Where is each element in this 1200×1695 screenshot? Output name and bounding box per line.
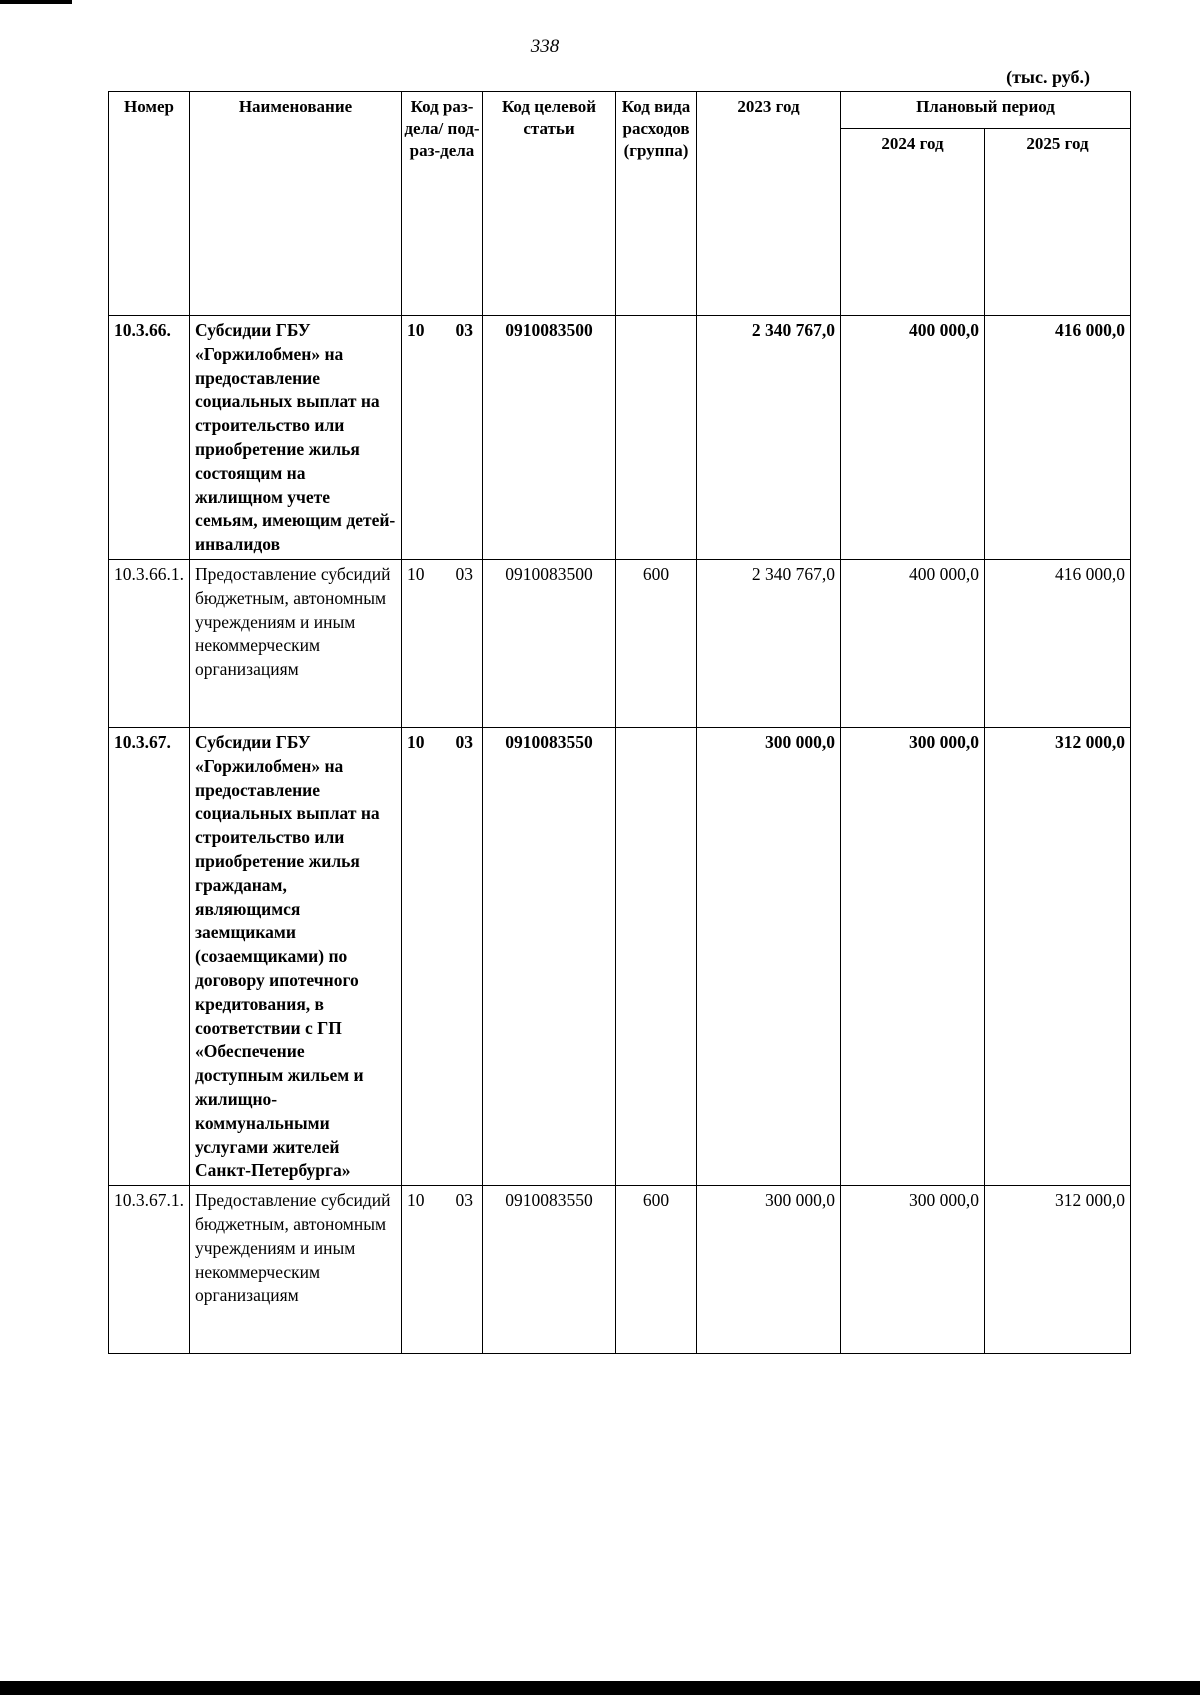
row-2023: 2 340 767,0 <box>697 559 841 727</box>
header-2023: 2023 год <box>697 92 841 316</box>
podrazdel-code: 03 <box>455 731 473 752</box>
row-2025: 416 000,0 <box>985 559 1131 727</box>
razdel-code: 10 <box>407 731 425 752</box>
units-label: (тыс. руб.) <box>1006 67 1090 87</box>
row-name: Предоставление субсидий бюджетным, автономным учреждениям и иным некоммерческим организациям <box>190 559 402 727</box>
row-2023: 300 000,0 <box>697 727 841 1185</box>
budget-table <box>108 91 1131 1354</box>
razdel-code: 10 <box>407 320 425 340</box>
row-target-code: 0910083550 <box>483 727 616 1185</box>
table-header-row <box>109 92 1131 129</box>
row-expense-type <box>616 316 697 560</box>
row-name: Субсидии ГБУ «Горжилобмен» на предоставление социальных выплат на строительство или приобретение жилья гражданам, являющимся заемщиками (созаемщиками) по договору ипотечного кредитования, в соответствии с ГП «Обеспечение доступным жильем и жилищно-коммунальными услугами жителей Санкт-Петербурга» <box>190 727 402 1185</box>
row-name: Предоставление субсидий бюджетным, автономным учреждениям и иным некоммерческим организациям <box>190 1186 402 1354</box>
row-number: 10.3.67.1. <box>109 1186 190 1354</box>
razdel-code: 10 <box>407 1190 425 1211</box>
row-2023: 2 340 767,0 <box>697 316 841 560</box>
header-number: Номер <box>109 92 190 316</box>
row-target-code: 0910083500 <box>483 316 616 560</box>
row-2025: 416 000,0 <box>985 316 1131 560</box>
header-razdel: Код раз-дела/ под-раз-дела <box>402 92 483 316</box>
scan-bottom-edge <box>0 1681 1200 1695</box>
header-2024: 2024 год <box>841 129 985 316</box>
podrazdel-code: 03 <box>455 1190 473 1211</box>
row-target-code: 0910083500 <box>483 559 616 727</box>
podrazdel-code: 03 <box>455 563 473 584</box>
row-2024: 300 000,0 <box>841 727 985 1185</box>
row-name: Субсидии ГБУ «Горжилобмен» на предоставление социальных выплат на строительство или приобретение жилья состоящим на жилищном учете семьям, имеющим детей-инвалидов <box>190 316 402 560</box>
podrazdel-code: 03 <box>455 320 473 340</box>
row-razdel <box>402 727 483 1185</box>
table-row <box>109 1186 1131 1354</box>
header-target-code: Код целевой статьи <box>483 92 616 316</box>
header-name: Наименование <box>190 92 402 316</box>
row-2025: 312 000,0 <box>985 727 1131 1185</box>
row-razdel <box>402 1186 483 1354</box>
table-row <box>109 316 1131 560</box>
row-2023: 300 000,0 <box>697 1186 841 1354</box>
table-row <box>109 727 1131 1185</box>
row-number: 10.3.66. <box>109 316 190 560</box>
header-plan-period: Плановый период <box>841 92 1131 129</box>
row-2025: 312 000,0 <box>985 1186 1131 1354</box>
table-row <box>109 559 1131 727</box>
header-expense-type: Код вида расходов (группа) <box>616 92 697 316</box>
row-expense-type: 600 <box>616 1186 697 1354</box>
header-2025: 2025 год <box>985 129 1131 316</box>
scan-corner-mark <box>0 0 72 4</box>
row-number: 10.3.67. <box>109 727 190 1185</box>
row-expense-type <box>616 727 697 1185</box>
row-expense-type: 600 <box>616 559 697 727</box>
row-2024: 400 000,0 <box>841 316 985 560</box>
row-razdel <box>402 559 483 727</box>
row-razdel <box>402 316 483 560</box>
row-number: 10.3.66.1. <box>109 559 190 727</box>
row-2024: 400 000,0 <box>841 559 985 727</box>
razdel-code: 10 <box>407 563 425 584</box>
row-2024: 300 000,0 <box>841 1186 985 1354</box>
page-number: 338 <box>530 36 560 57</box>
row-target-code: 0910083550 <box>483 1186 616 1354</box>
